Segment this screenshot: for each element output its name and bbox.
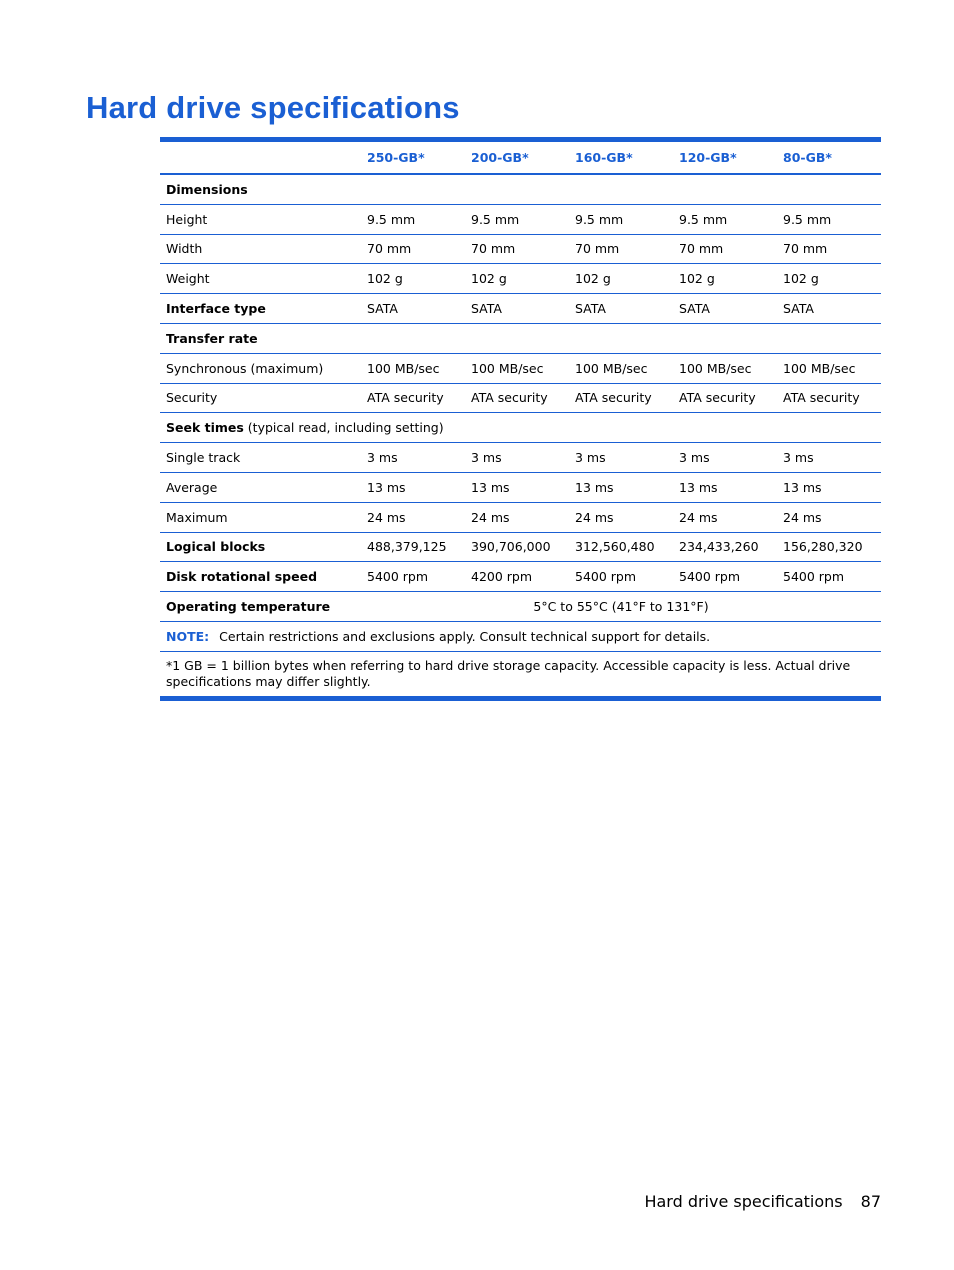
table-cell: 13 ms (777, 472, 881, 502)
table-cell: 4200 rpm (465, 562, 569, 592)
row-label: Average (160, 472, 361, 502)
table-cell: 9.5 mm (777, 204, 881, 234)
row-label: Single track (160, 443, 361, 473)
table-cell: 3 ms (465, 443, 569, 473)
table-cell: 9.5 mm (673, 204, 777, 234)
page-footer (644, 1192, 881, 1211)
table-cell: 9.5 mm (361, 204, 465, 234)
table-cell: 156,280,320 (777, 532, 881, 562)
table-cell: 13 ms (673, 472, 777, 502)
table-cell: SATA (569, 294, 673, 324)
table-cell: 24 ms (465, 502, 569, 532)
table-cell: 5400 rpm (569, 562, 673, 592)
column-header-250gb: 250-GB* (367, 150, 425, 165)
table-row-width (160, 234, 881, 264)
table-cell: 100 MB/sec (569, 353, 673, 383)
column-header-200gb: 200-GB* (471, 150, 529, 165)
table-cell: 102 g (465, 264, 569, 294)
table-row-security (160, 383, 881, 413)
table-cell: 312,560,480 (569, 532, 673, 562)
table-cell: ATA security (777, 383, 881, 413)
table-cell: ATA security (673, 383, 777, 413)
table-cell: 70 mm (361, 234, 465, 264)
table-row-transfer-rate (160, 323, 881, 353)
note-label: NOTE: (166, 628, 210, 644)
table-cell: 488,379,125 (361, 532, 465, 562)
table-cell: 100 MB/sec (673, 353, 777, 383)
note-cell (160, 621, 881, 651)
table-row-operating-temperature (160, 592, 881, 622)
row-label: Interface type (160, 294, 361, 324)
table-cell: 3 ms (673, 443, 777, 473)
table-cell: 102 g (777, 264, 881, 294)
row-label: Dimensions (160, 174, 881, 204)
table-cell: 70 mm (465, 234, 569, 264)
table-cell: SATA (361, 294, 465, 324)
row-label: Disk rotational speed (160, 562, 361, 592)
table-cell: 5400 rpm (777, 562, 881, 592)
table-cell: 390,706,000 (465, 532, 569, 562)
table-cell: 100 MB/sec (361, 353, 465, 383)
table-row-interface (160, 294, 881, 324)
table-cell: 100 MB/sec (465, 353, 569, 383)
footnote: *1 GB = 1 billion bytes when referring to hard drive storage capacity. Accessible capacity is less. Actual drive specifications may differ slightly. (160, 651, 881, 698)
table-row-rotational-speed (160, 562, 881, 592)
table-cell: SATA (465, 294, 569, 324)
table-cell: ATA security (465, 383, 569, 413)
row-label: Height (160, 204, 361, 234)
table-cell: 5400 rpm (673, 562, 777, 592)
table-cell: 24 ms (569, 502, 673, 532)
table-cell: 5°C to 55°C (41°F to 131°F) (361, 592, 881, 622)
table-cell: 13 ms (465, 472, 569, 502)
table-cell: 13 ms (361, 472, 465, 502)
table-cell: 24 ms (777, 502, 881, 532)
table-cell: 100 MB/sec (777, 353, 881, 383)
table-row-weight (160, 264, 881, 294)
column-header-120gb: 120-GB* (679, 150, 737, 165)
table-cell: 24 ms (361, 502, 465, 532)
table-header-row (160, 140, 881, 175)
table-row-seek-times (160, 413, 881, 443)
table-row-height (160, 204, 881, 234)
table-cell: ATA security (361, 383, 465, 413)
row-label: Security (160, 383, 361, 413)
row-label: Logical blocks (160, 532, 361, 562)
column-header-label (160, 140, 361, 175)
hard-drive-spec-table (160, 137, 881, 701)
seek-times-suffix: (typical read, including setting) (243, 420, 444, 436)
table-cell: 24 ms (673, 502, 777, 532)
row-label: Operating temperature (160, 592, 361, 622)
footer-section-title: Hard drive specifications (644, 1192, 843, 1211)
note-text: Certain restrictions and exclusions apply. Consult technical support for details. (219, 628, 711, 644)
table-cell: 102 g (569, 264, 673, 294)
table-row-maximum (160, 502, 881, 532)
table-cell: 70 mm (777, 234, 881, 264)
table-cell: 3 ms (777, 443, 881, 473)
row-label: Weight (160, 264, 361, 294)
table-row-single-track (160, 443, 881, 473)
table-cell: 70 mm (673, 234, 777, 264)
table-cell: 9.5 mm (569, 204, 673, 234)
table-row-note (160, 621, 881, 651)
row-label (160, 413, 881, 443)
table-row-dimensions (160, 174, 881, 204)
table-cell: 234,433,260 (673, 532, 777, 562)
table-cell: 13 ms (569, 472, 673, 502)
table-row-footnote (160, 651, 881, 698)
table-row-average (160, 472, 881, 502)
table-cell: 3 ms (361, 443, 465, 473)
row-label: Transfer rate (160, 323, 881, 353)
table-cell: 5400 rpm (361, 562, 465, 592)
table-row-logical-blocks (160, 532, 881, 562)
table-cell: 70 mm (569, 234, 673, 264)
column-header-80gb: 80-GB* (783, 150, 832, 165)
table-cell: SATA (777, 294, 881, 324)
table-cell: 102 g (361, 264, 465, 294)
page-number: 87 (860, 1192, 881, 1211)
table-cell: SATA (673, 294, 777, 324)
column-header-160gb: 160-GB* (575, 150, 633, 165)
row-label: Synchronous (maximum) (160, 353, 361, 383)
table-row-synchronous (160, 353, 881, 383)
row-label: Maximum (160, 502, 361, 532)
table-cell: ATA security (569, 383, 673, 413)
table-cell: 9.5 mm (465, 204, 569, 234)
seek-times-label: Seek times (166, 420, 244, 436)
row-label: Width (160, 234, 361, 264)
table-cell: 102 g (673, 264, 777, 294)
page-title: Hard drive specifications (86, 90, 460, 125)
table-cell: 3 ms (569, 443, 673, 473)
